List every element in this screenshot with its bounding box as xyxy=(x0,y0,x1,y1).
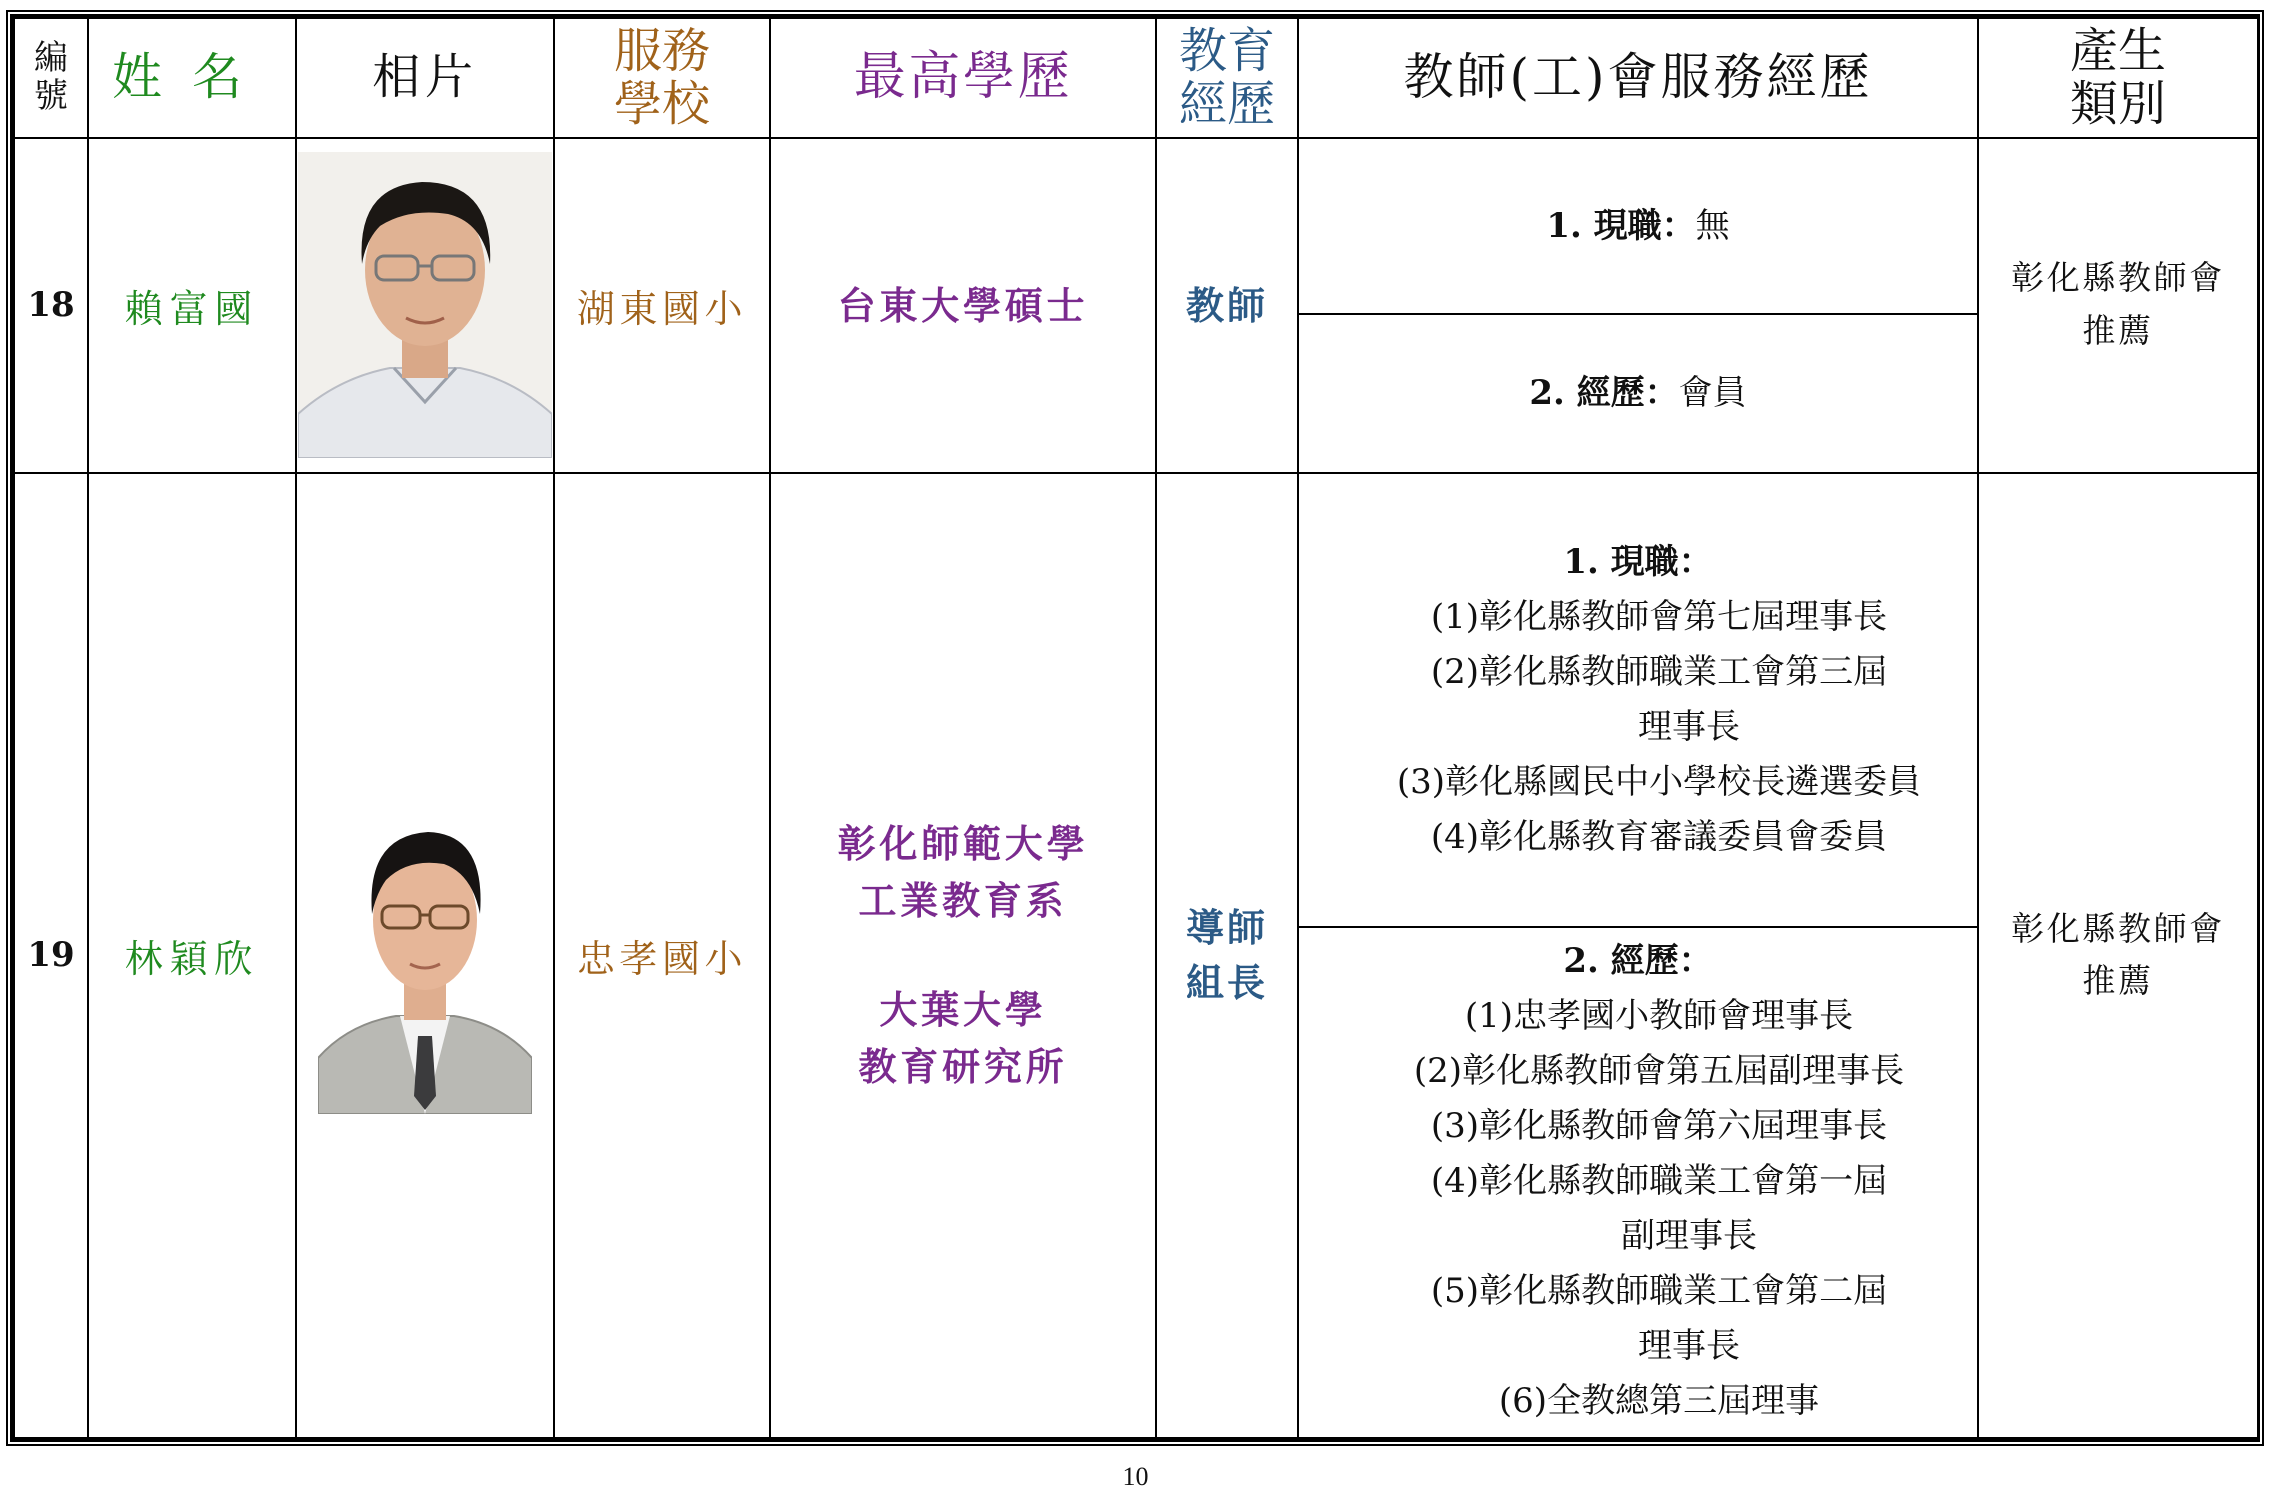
past-position-list xyxy=(1299,989,1977,1429)
header-row xyxy=(14,18,2258,138)
list-item: (4)彰化縣教師職業工會第一屆 副理事長 xyxy=(1430,1161,1888,1257)
list-item: (2)彰化縣教師職業工會第三屆 理事長 xyxy=(1430,652,1888,748)
candidate-row xyxy=(14,138,2258,315)
header-number: 編 號 xyxy=(14,18,88,138)
candidate-number: 18 xyxy=(14,138,88,473)
candidate-number: 19 xyxy=(14,473,88,1438)
header-school: 服務 學校 xyxy=(554,18,770,138)
header-union-service: 教師(工)會服務經歷 xyxy=(1298,18,1978,138)
candidate-table-frame xyxy=(10,14,2260,1442)
candidate-school: 湖東國小 xyxy=(554,138,770,473)
header-experience: 教育 經歷 xyxy=(1156,18,1298,138)
list-item: (2)彰化縣教師會第五屆副理事長 xyxy=(1413,1051,1905,1092)
candidate-name: 林穎欣 xyxy=(88,473,296,1438)
portrait-photo-icon xyxy=(318,796,532,1114)
list-item: (1)忠孝國小教師會理事長 xyxy=(1464,996,1854,1037)
list-item: (1)彰化縣教師會第七屆理事長 xyxy=(1430,597,1888,638)
photo-cell xyxy=(296,473,554,1438)
past-positions: 2. 經歷： (1)忠孝國小教師會理事長 (2)彰化縣教師會第五屆副理事長 (3)彰化縣教師會第六屆理事長 (4)彰化縣教師職業工會第一屆 副理事長 (5)彰化縣教師職業工會第二屆 理事長 (6)全教總第三屆理事 xyxy=(1298,927,1978,1438)
candidate-experience: 導師 組長 xyxy=(1156,473,1298,1438)
header-education: 最高學歷 xyxy=(770,18,1156,138)
candidate-school: 忠孝國小 xyxy=(554,473,770,1438)
photo-cell xyxy=(296,138,554,473)
current-position: 1. 現職：無 xyxy=(1298,138,1978,315)
candidate-row xyxy=(14,473,2258,928)
candidate-table xyxy=(13,17,2259,1439)
header-name: 姓名 xyxy=(88,18,296,138)
current-position: 1. 現職： (1)彰化縣教師會第七屆理事長 (2)彰化縣教師職業工會第三屆 理事長 (3)彰化縣國民中小學校長遴選委員 (4)彰化縣教育審議委員會委員 xyxy=(1298,473,1978,928)
past-positions: 2. 經歷：會員 xyxy=(1298,314,1978,472)
education-spacer xyxy=(771,929,1155,981)
header-photo: 相片 xyxy=(296,18,554,138)
candidate-type: 彰化縣教師會 推薦 xyxy=(1978,473,2258,1438)
candidate-photo xyxy=(298,152,552,458)
candidate-experience: 教師 xyxy=(1156,138,1298,473)
portrait-photo-icon xyxy=(298,152,552,458)
candidate-type: 彰化縣教師會 推薦 xyxy=(1978,138,2258,473)
list-item: (6)全教總第三屆理事 xyxy=(1498,1381,1820,1422)
list-item: (3)彰化縣教師會第六屆理事長 xyxy=(1430,1106,1888,1147)
candidate-name: 賴富國 xyxy=(88,138,296,473)
candidate-photo xyxy=(318,796,532,1114)
header-type: 產生 類別 xyxy=(1978,18,2258,138)
list-item: (4)彰化縣教育審議委員會委員 xyxy=(1430,817,1888,858)
candidate-education: 台東大學碩士 xyxy=(770,138,1156,473)
list-item: (3)彰化縣國民中小學校長遴選委員 xyxy=(1396,762,1922,803)
candidate-education: 彰化師範大學 工業教育系 大葉大學 教育研究所 xyxy=(770,473,1156,1438)
current-position-list xyxy=(1299,590,1977,865)
page-number: 10 xyxy=(1122,1462,1149,1491)
list-item: (5)彰化縣教師職業工會第二屆 理事長 xyxy=(1430,1271,1888,1367)
